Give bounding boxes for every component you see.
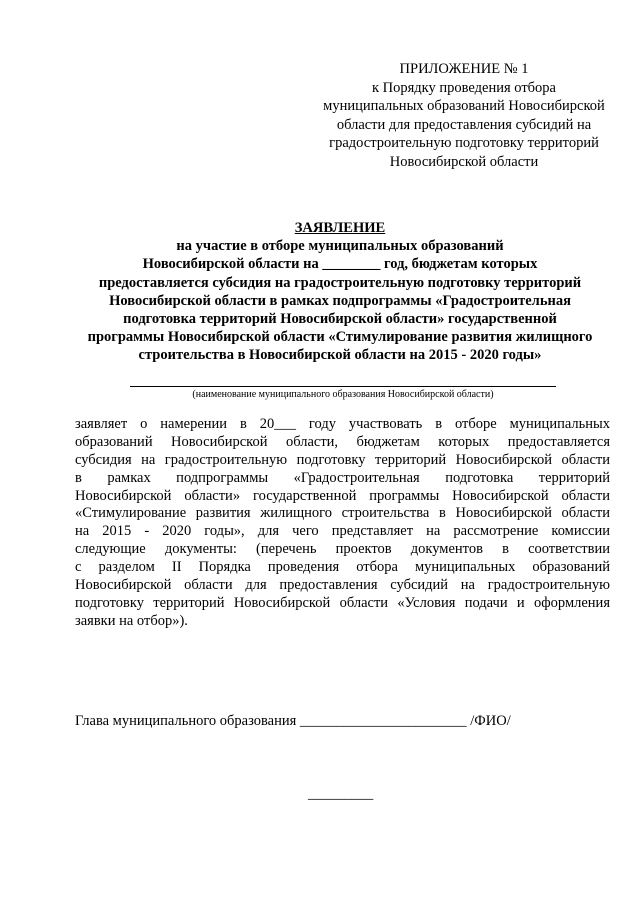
statement-body	[75, 416, 610, 631]
appendix-line: области для предоставления субсидий на	[336, 116, 592, 133]
statement-line: образований Новосибирской области, бюджетам которых предоставляется	[75, 433, 610, 450]
document-heading	[40, 219, 640, 365]
heading-line: Новосибирской области в рамках подпрограммы «Градостроительная	[109, 292, 571, 309]
statement-line: Новосибирской области» государственной программы Новосибирской области	[75, 487, 610, 504]
heading-line: предоставляется субсидия на градостроительную подготовку территорий	[98, 274, 582, 291]
heading-line: Новосибирской области на ________ год, бюджетам которых	[142, 256, 538, 273]
heading-line: подготовка территорий Новосибирской области» государственной	[123, 311, 557, 328]
appendix-line: муниципальных образований Новосибирской	[323, 98, 605, 115]
statement-line: следующие документы: (перечень проектов документов в соответствии	[75, 541, 610, 558]
statement-line: на 2015 - 2020 годы», для чего представляет на рассмотрение комиссии	[75, 523, 610, 540]
statement-line: Новосибирской области для предоставления субсидий на градостроительную	[75, 577, 610, 594]
statement-line: заявляет о намерении в 20___ году участвовать в отборе муниципальных	[75, 416, 610, 432]
document-title: ЗАЯВЛЕНИЕ	[294, 220, 386, 236]
statement-line: с разделом II Порядка проведения отбора муниципальных образований	[75, 559, 610, 576]
appendix-line: к Порядку проведения отбора	[371, 79, 556, 96]
statement-line: в рамках подпрограммы «Градостроительная подготовка территорий	[75, 469, 610, 486]
municipality-name-caption: (наименование муниципального образования Новосибирской области)	[192, 389, 494, 400]
footer-separator: _________	[308, 786, 374, 802]
appendix-line: Новосибирской области	[389, 153, 539, 170]
heading-line: программы Новосибирской области «Стимулирование развития жилищного	[87, 329, 593, 346]
statement-line: субсидия на градостроительную подготовку территорий Новосибирской области	[75, 451, 610, 468]
statement-line: подготовку территорий Новосибирской области «Условия подачи и оформления	[75, 594, 610, 611]
municipality-name-blank[interactable]	[130, 386, 556, 387]
statement-line: заявки на отбор»).	[75, 612, 188, 629]
heading-line: на участие в отборе муниципальных образований	[176, 238, 504, 255]
appendix-line: градостроительную подготовку территорий	[329, 135, 599, 152]
signature-line: Глава муниципального образования _______________________ /ФИО/	[75, 713, 511, 729]
appendix-header	[300, 60, 628, 172]
heading-line: строительства в Новосибирской области на 2015 - 2020 годы»	[138, 347, 542, 364]
statement-line: «Стимулирование развития жилищного строительства в Новосибирской области	[75, 505, 610, 522]
appendix-title: ПРИЛОЖЕНИЕ № 1	[399, 61, 529, 77]
